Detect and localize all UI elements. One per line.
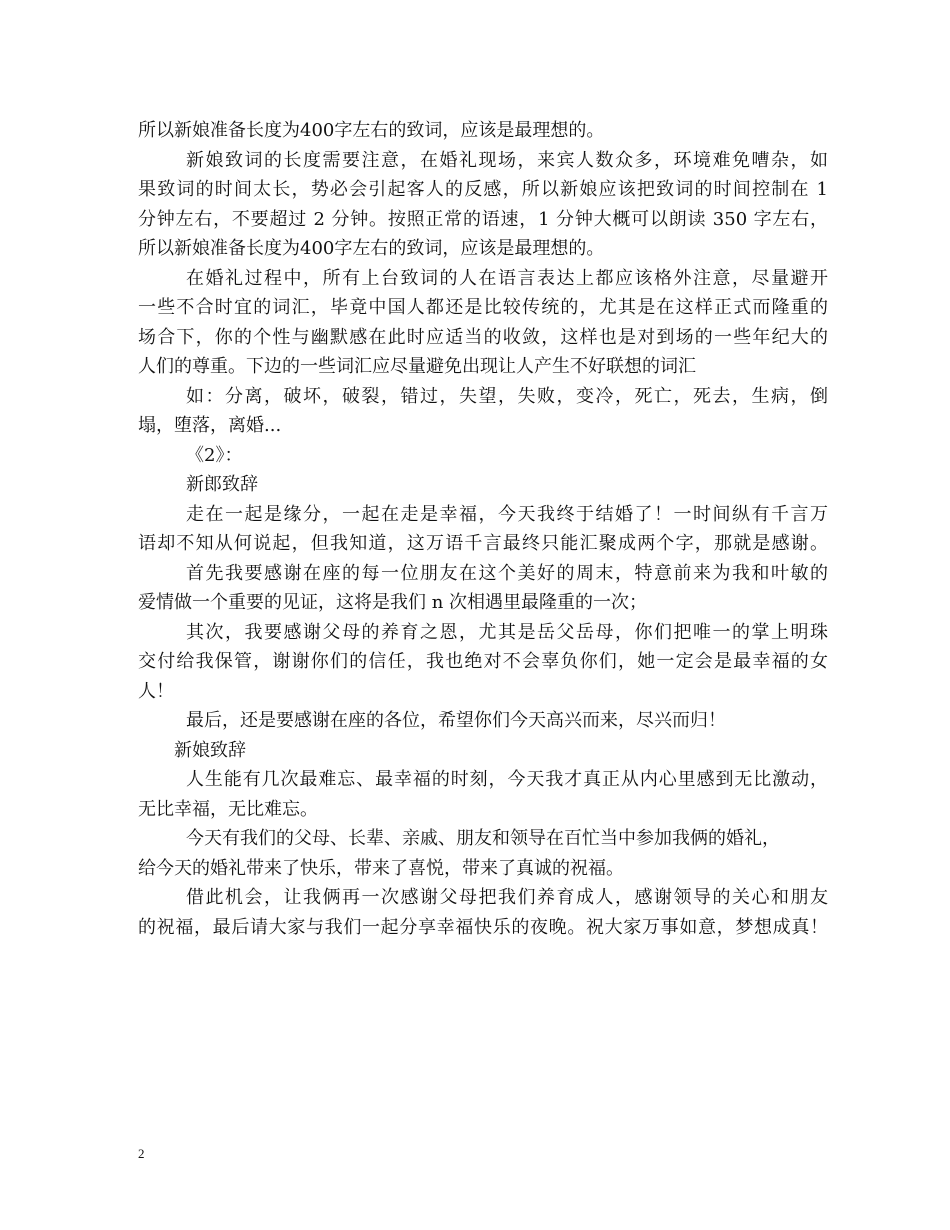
text-line-5: 所以新娘准备长度为400字左右的致词，应该是最理想的。 — [138, 238, 605, 259]
page-number: 2 — [138, 1146, 145, 1161]
text-line-25: 今天有我们的父母、长辈、亲戚、朋友和领导在百忙当中参加我俩的婚礼， — [186, 828, 780, 849]
document-body — [138, 116, 828, 942]
text-line-4: 分钟左右，不要超过 2 分钟。按照正常的语速，1 分钟大概可以朗读 350 字左右， — [138, 208, 828, 230]
text-line-7: 一些不合时宜的词汇，毕竟中国人都还是比较传统的，尤其是在这样正式而隆重的 — [138, 297, 828, 318]
text-line-11: 塌，堕落，离婚... — [138, 415, 282, 436]
text-line-14: 走在一起是缘分，一起在走是幸福，今天我终于结婚了！一时间纵有千言万 — [186, 503, 828, 525]
text-line-28: 的祝福，最后请大家与我们一起分享幸福快乐的夜晚。祝大家万事如意，梦想成真！ — [138, 916, 828, 938]
text-line-15: 语却不知从何说起，但我知道，这万语千言最终只能汇聚成两个字，那就是感谢。 — [138, 533, 828, 554]
text-line-27: 借此机会，让我俩再一次感谢父母把我们养育成人，感谢领导的关心和朋友 — [186, 887, 828, 908]
text-line-17: 爱情做一个重要的见证，这将是我们 n 次相遇里最隆重的一次； — [138, 592, 648, 613]
text-line-23: 人生能有几次最难忘、最幸福的时刻，今天我才真正从内心里感到无比激动， — [186, 769, 828, 790]
text-line-3: 果致词的时间太长，势必会引起客人的反感，所以新娘应该把致词的时间控制在 1 — [138, 179, 828, 200]
text-line-1: 所以新娘准备长度为400字左右的致词，应该是最理想的。 — [138, 120, 605, 141]
text-line-18: 其次，我要感谢父母的养育之恩，尤其是岳父岳母，你们把唯一的掌上明珠 — [186, 621, 828, 643]
text-line-8: 场合下，你的个性与幽默感在此时应适当的收敛，这样也是对到场的一些年纪大的 — [138, 326, 828, 348]
text-line-2: 新娘致词的长度需要注意，在婚礼现场，来宾人数众多，环境难免嘈杂，如 — [186, 149, 828, 171]
text-line-26: 给今天的婚礼带来了快乐，带来了喜悦，带来了真诚的祝福。 — [138, 857, 624, 879]
bride-speech-heading: 新娘致辞 — [174, 739, 246, 761]
section-label: 《2》： — [186, 444, 243, 466]
text-line-9: 人们的尊重。下边的一些词汇应尽量避免出现让人产生不好联想的词汇 — [138, 356, 696, 377]
text-line-19: 交付给我保管，谢谢你们的信任，我也绝对不会辜负你们，她一定会是最幸福的女 — [138, 651, 828, 672]
text-line-6: 在婚礼过程中，所有上台致词的人在语言表达上都应该格外注意，尽量避开 — [186, 267, 828, 289]
text-line-20: 人！ — [138, 680, 174, 702]
text-line-24: 无比幸福，无比难忘。 — [138, 798, 318, 820]
groom-speech-heading: 新郎致辞 — [186, 474, 258, 495]
text-line-10: 如：分离，破坏，破裂，错过，失望，失败，变冷，死亡，死去，生病，倒 — [186, 385, 828, 407]
text-line-16: 首先我要感谢在座的每一位朋友在这个美好的周末，特意前来为我和叶敏的 — [186, 562, 828, 584]
text-line-21: 最后，还是要感谢在座的各位，希望你们今天高兴而来，尽兴而归！ — [186, 710, 726, 731]
